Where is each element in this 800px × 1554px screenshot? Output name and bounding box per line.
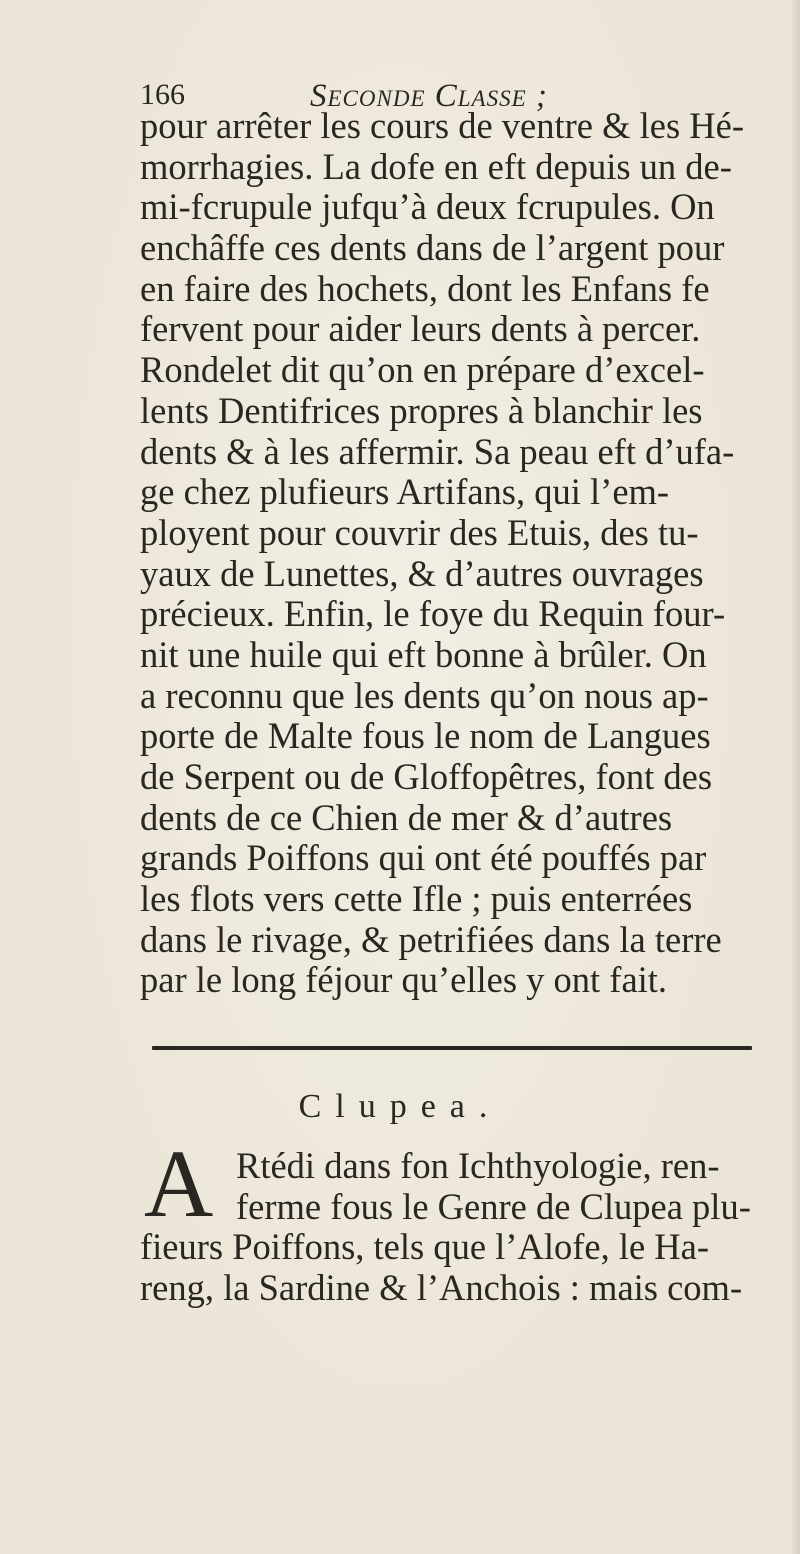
text-line: reng, la Sardine & l’Anchois : mais com- bbox=[140, 1267, 743, 1309]
text-line: en faire des hochets, dont les Enfans fe bbox=[140, 267, 710, 309]
text-line: de Serpent ou de Gloffopêtres, font des bbox=[140, 756, 713, 797]
paragraph-shark-uses bbox=[140, 106, 760, 1001]
text-line: enchâffe ces dents dans de l’argent pour bbox=[140, 227, 725, 269]
page-number: 166 bbox=[140, 78, 185, 111]
text-line: Rondelet dit qu’on en prépare d’excel- bbox=[140, 349, 705, 391]
text-line: par le long féjour qu’elles y ont fait. bbox=[140, 959, 668, 1001]
dropcap-letter: A bbox=[144, 1130, 214, 1237]
section-heading: Clupea. bbox=[298, 1088, 502, 1125]
text-line: Rtédi dans fon Ichthyologie, ren- bbox=[236, 1145, 720, 1186]
text-line: grands Poiffons qui ont été pouffés par bbox=[140, 837, 707, 879]
text-line: yaux de Lunettes, & d’autres ouvrages bbox=[140, 552, 704, 594]
text-line: dents de ce Chien de mer & d’autres bbox=[140, 796, 673, 838]
text-line: ferme fous le Genre de Clupea plu- bbox=[236, 1185, 751, 1227]
running-title: Seconde Classe ; bbox=[310, 78, 548, 114]
text-line: morrhagies. La dofe en eft depuis un de- bbox=[140, 145, 732, 187]
page-edge-shadow bbox=[790, 0, 800, 1554]
text-line: ge chez plufieurs Artifans, qui l’em- bbox=[140, 471, 670, 513]
text-line: ployent pour couvrir des Etuis, des tu- bbox=[140, 511, 699, 553]
text-line: porte de Malte fous le nom de Langues bbox=[140, 715, 711, 757]
text-line: pour arrêter les cours de ventre & les Hé- bbox=[140, 105, 745, 146]
text-line: précieux. Enfin, le foye du Requin four- bbox=[140, 593, 726, 635]
section-rule bbox=[152, 1046, 752, 1050]
text-line: fervent pour aider leurs dents à percer. bbox=[140, 308, 701, 350]
text-line: lents Dentifrices propres à blanchir les bbox=[140, 389, 703, 431]
text-line: a reconnu que les dents qu’on nous ap- bbox=[140, 674, 709, 716]
text-line: mi-fcrupule jufqu’à deux fcrupules. On bbox=[140, 186, 715, 228]
text-line: dents & à les affermir. Sa peau eft d’ufa- bbox=[140, 430, 735, 472]
text-line: dans le rivage, & petrifiées dans la terre bbox=[140, 918, 722, 960]
text-line: nit une huile qui eft bonne à brûler. On bbox=[140, 633, 707, 675]
text-line: fieurs Poiffons, tels que l’Alofe, le Ha- bbox=[140, 1226, 709, 1268]
paragraph-clupea bbox=[140, 1146, 760, 1309]
text-line: les flots vers cette Ifle ; puis enterrées bbox=[140, 878, 693, 920]
